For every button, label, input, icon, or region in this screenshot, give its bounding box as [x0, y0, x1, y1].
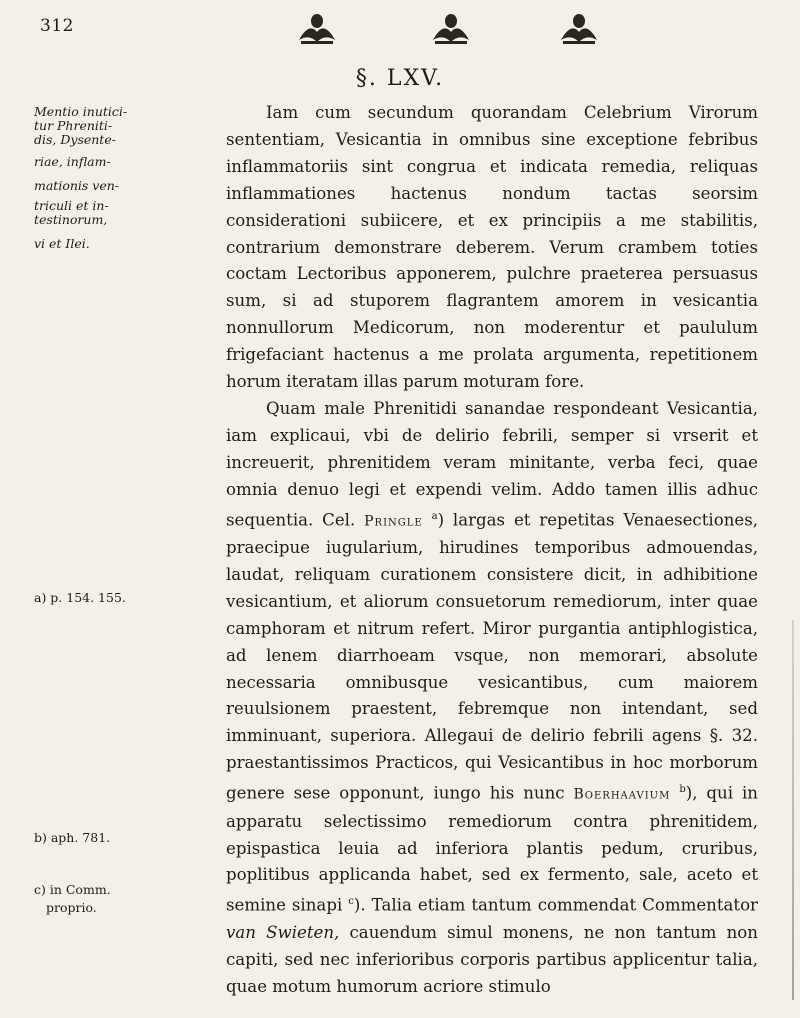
sidenote-line: mationis ven-	[34, 178, 120, 193]
body-text	[226, 100, 758, 1001]
paragraph-2-text: cauendum simul monens, ne non tantum non capiti, sed nec inferioribus corporis partibus applicentur talia, quae motum humorum acriore stimulo	[226, 922, 758, 996]
sidenote-line: dis, Dysente-	[34, 132, 116, 147]
fleuron-icon	[429, 12, 473, 46]
sidenote-line: triculi et in-	[34, 198, 109, 213]
margin-reference-c	[34, 878, 184, 920]
author-name-boerhaave: Boerhaavium	[573, 786, 671, 803]
fleuron-icon	[557, 12, 601, 46]
footnote-ref-c: c	[348, 896, 354, 908]
footnote-ref-a: a	[431, 510, 438, 522]
paragraph-2	[226, 396, 758, 1001]
paragraph-2-text: ), qui in apparatu selectissimo remediorum contra phrenitidem, epispastica leuia ad inferiora plantis pedum, cruribus, poplitibus applicanda habet, sed ex fermento, sale, aceto et semine sinapi	[226, 783, 758, 915]
marginal-sidenote	[34, 100, 184, 256]
margin-reference-c-line: c) in Comm.	[34, 882, 111, 897]
author-name-pringle: Pringle	[364, 513, 423, 530]
sidenote-line: Mentio inutici-	[34, 104, 128, 119]
sidenote-line: vi et Ilei.	[34, 236, 90, 251]
page-number: 312	[40, 16, 74, 36]
page-edge-shadow	[792, 620, 794, 1000]
margin-reference-c-line: proprio.	[46, 900, 97, 915]
ornament-row	[295, 12, 615, 52]
paragraph-2-text: Quam male Phrenitidi sanandae respondeant Vesicantia, iam explicaui, vbi de delirio febrili, semper si vrserit et increuerit, phrenitidem veram minitante, verba feci, quae omnia denuo legi et expendi velim. Addo tamen illis adhuc sequentia. Cel.	[226, 398, 758, 530]
paragraph-2-text: ). Talia etiam tantum commendat Commentator	[353, 895, 758, 915]
author-name-van-swieten: van Swieten,	[226, 922, 340, 942]
fleuron-icon	[295, 12, 339, 46]
sidenote-line: riae, inflam-	[34, 154, 111, 169]
margin-reference-b: b) aph. 781.	[34, 830, 111, 845]
footnote-ref-b: b	[679, 784, 686, 796]
paragraph-1: Iam cum secundum quorandam Celebrium Virorum sententiam, Vesicantia in omnibus sine exceptione febribus inflammatoriis sint congrua et indicata remedia, reliquas inflammationes hactenus nondum tactas seorsim considerationi subiicere, et ex principiis a me stabilitis, contrarium demonstrare deberem. Verum crambem toties coctam Lectoribus apponerem, pulchre praeterea persuasus sum, si ad stuporem flagrantem amorem in vesicantia nonnullorum Medicorum, non moderentur et paululum frigefaciant hactenus a me prolata argumenta, repetitionem horum iteratam illas parum moturam fore.	[226, 103, 758, 392]
sidenote-line: tur Phreniti-	[34, 118, 113, 133]
paragraph-2-text: ) largas et repetitas Venaesectiones, praecipue iugularium, hirudines temporibus admouendas, laudat, reliquam curationem consistere dicit, in adhibitione vesicantium, et aliorum consuetorum remediorum, inter quae camphoram et nitrum refert. Miror purgantia antiphlogistica, ad lenem diarrhoeam vsque, non memorari, absolute necessaria omnibusque vesicantibus, cum maiorem reuulsionem praestent, febremque non intendant, sed imminuant, superiora. Allegaui de delirio febrili agens §. 32. praestantissimos Practicos, qui Vesicantibus in hoc morborum genere sese opponunt, iungo his nunc	[226, 510, 758, 803]
section-heading: §. LXV.	[355, 66, 445, 91]
sidenote-line: testinorum,	[34, 212, 108, 227]
margin-reference-a: a) p. 154. 155.	[34, 590, 126, 605]
